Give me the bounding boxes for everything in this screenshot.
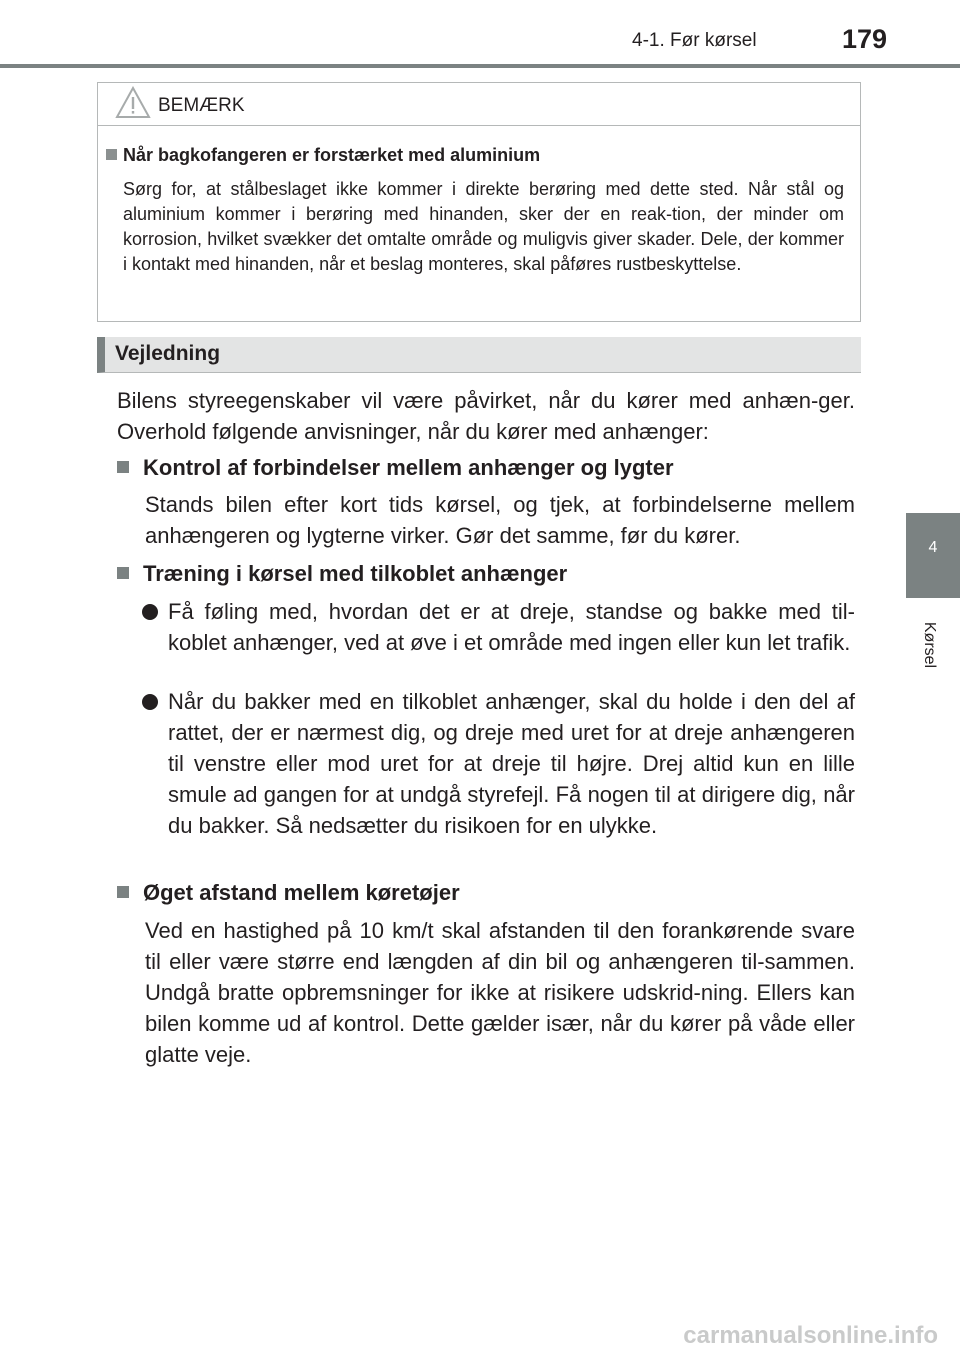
header-rule — [0, 64, 960, 68]
notice-title: BEMÆRK — [158, 95, 245, 116]
chapter-tab — [906, 513, 960, 598]
notice-text: Sørg for, at stålbeslaget ikke kommer i direkte berøring med dette sted. Når stål og aluminium kommer i berøring med hinanden, sker der en reak-tion, der minder om korrosion, hvilket svækker det omtalte område og muligvis giver skader. Dele, der kommer i kontakt med hinanden, når et beslag monteres, skal påføres rustbeskyttelse. — [123, 179, 844, 274]
square-bullet-icon — [117, 886, 129, 898]
topic-heading: Kontrol af forbindelser mellem anhænger og lygter — [117, 455, 674, 481]
square-bullet-icon — [117, 567, 129, 579]
topic-heading: Træning i kørsel med tilkoblet anhænger — [117, 561, 567, 587]
notice-box — [97, 82, 861, 322]
bullet-item: Når du bakker med en tilkoblet anhænger, skal du holde i den del af rattet, der er nærmest dig, og dreje med uret for at dreje anhængeren til venstre eller mod uret for at dreje til højre. Drej altid kun en lille smule ad gangen for at undgå styrefejl. Få nogen til at dirigere dig, når du bakker. Så nedsætter du risikoen for en ulykke. — [168, 686, 855, 841]
section-intro: Bilens styreegenskaber vil være påvirket, når du kører med anhæn-ger. Overhold følgende anvisninger, når du kører med anhænger: — [117, 388, 855, 444]
section-title: Vejledning — [115, 342, 221, 365]
notice-header — [98, 83, 860, 126]
bullet-dot-icon — [142, 694, 158, 710]
warning-icon — [115, 86, 151, 120]
page-number: 179 — [842, 24, 888, 54]
notice-subheading — [106, 145, 540, 166]
square-bullet-icon — [106, 149, 117, 160]
topic-heading: Øget afstand mellem køretøjer — [117, 880, 460, 906]
square-bullet-icon — [117, 461, 129, 473]
chapter-label-text: Kørsel — [921, 621, 938, 669]
bullet-dot-icon — [142, 604, 158, 620]
topic-text: Ved en hastighed på 10 km/t skal afstanden til den forankørende svare til eller være større end længden af din bil og anhængeren til-sammen. Undgå bratte opbremsninger for ikke at risikere udskrid-ning. Ellers kan bilen komme ud af kontrol. Dette gælder især, når du kører på våde eller glatte veje. — [145, 918, 855, 1067]
notice-subheading-text: Når bagkofangeren er forstærket med aluminium — [123, 145, 541, 165]
header-section-title: 4-1. Før kørsel — [632, 30, 757, 51]
bullet-item: Få føling med, hvordan det er at dreje, standse og bakke med til-koblet anhænger, ved at øve i et område med ingen eller kun let trafik. — [168, 596, 855, 658]
chapter-label — [918, 610, 940, 680]
section-title-bar — [97, 337, 861, 373]
topic-text: Stands bilen efter kort tids kørsel, og tjek, at forbindelserne mellem anhængeren og lygterne virker. Gør det samme, før du kører. — [145, 492, 855, 548]
chapter-number: 4 — [928, 539, 938, 556]
watermark: carmanualsonline.info — [683, 1322, 938, 1349]
